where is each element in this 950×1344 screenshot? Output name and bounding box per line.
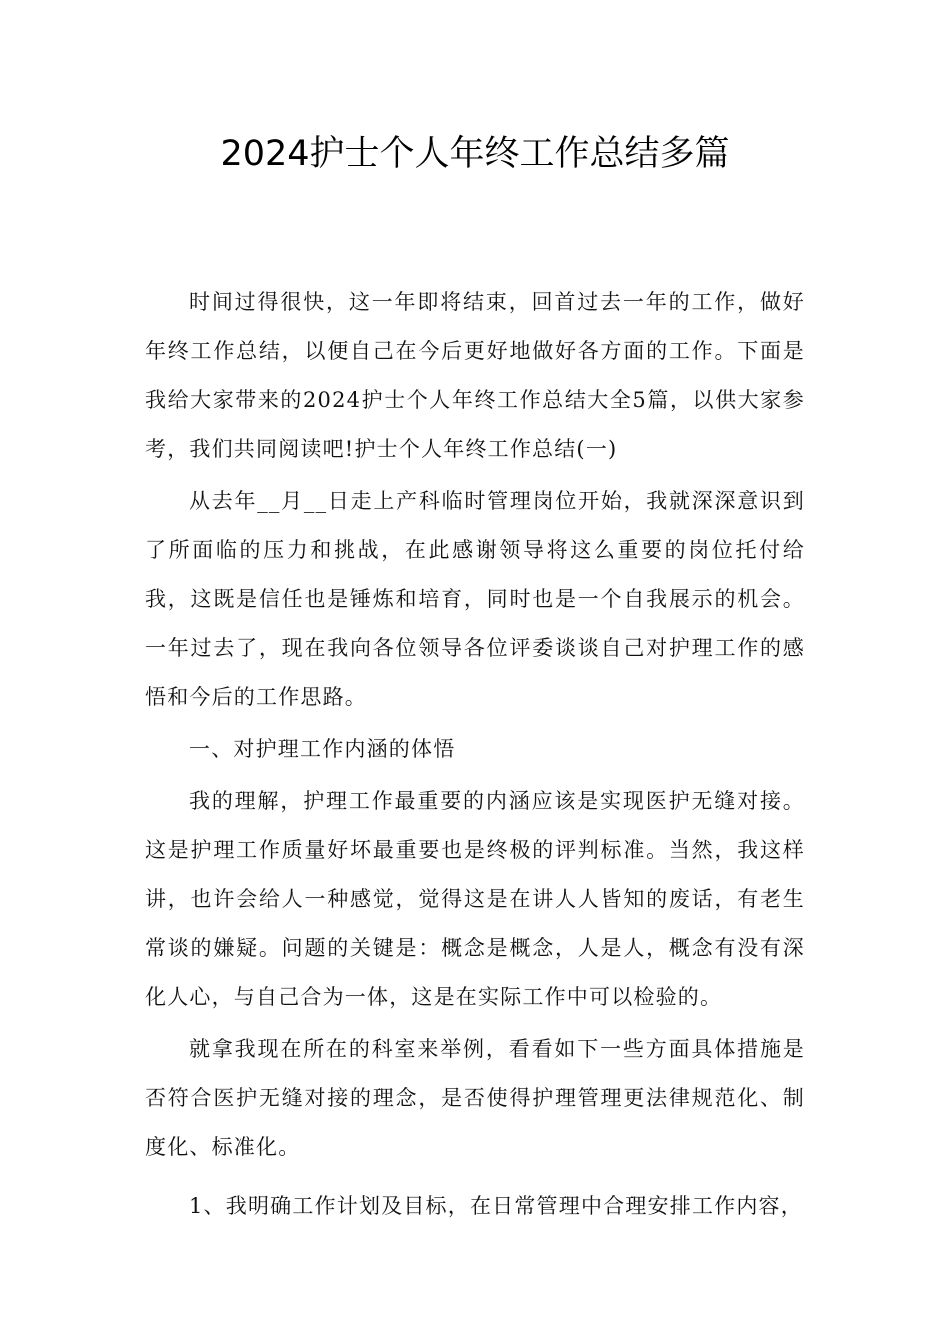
section-heading: 一、对护理工作内涵的体悟 bbox=[189, 737, 456, 761]
document-title: 2024护士个人年终工作总结多篇 bbox=[220, 134, 730, 174]
paragraph-intro: 时间过得很快，这一年即将结束，回首过去一年的工作，做好年终工作总结，以便自己在今后更好地做好各方面的工作。下面是我给大家带来的2024护士个人年终工作总结大全5篇，以供大家参考，我们共同阅读吧!护士个人年终工作总结(一) bbox=[145, 290, 805, 461]
paragraph-opening: 从去年__月__日走上产科临时管理岗位开始，我就深深意识到了所面临的压力和挑战，在此感谢领导将这么重要的岗位托付给我，这既是信任也是锤炼和培育，同时也是一个自我展示的机会。一年过去了，现在我向各位领导各位评委谈谈自己对护理工作的感悟和今后的工作思路。 bbox=[145, 489, 805, 709]
paragraph-understanding: 我的理解，护理工作最重要的内涵应该是实现医护无缝对接。这是护理工作质量好坏最重要也是终极的评判标准。当然，我这样讲，也许会给人一种感觉，觉得这是在讲人人皆知的废话，有老生常谈的嫌疑。问题的关键是：概念是概念，人是人，概念有没有深化人心，与自己合为一体，这是在实际工作中可以检验的。 bbox=[145, 789, 805, 1009]
paragraph-item-1: 1、我明确工作计划及目标，在日常管理中合理安排工作内容， bbox=[189, 1194, 803, 1218]
paragraph-example: 就拿我现在所在的科室来举例，看看如下一些方面具体措施是否符合医护无缝对接的理念，是否使得护理管理更法律规范化、制度化、标准化。 bbox=[145, 1037, 805, 1159]
document-body bbox=[145, 278, 805, 1231]
